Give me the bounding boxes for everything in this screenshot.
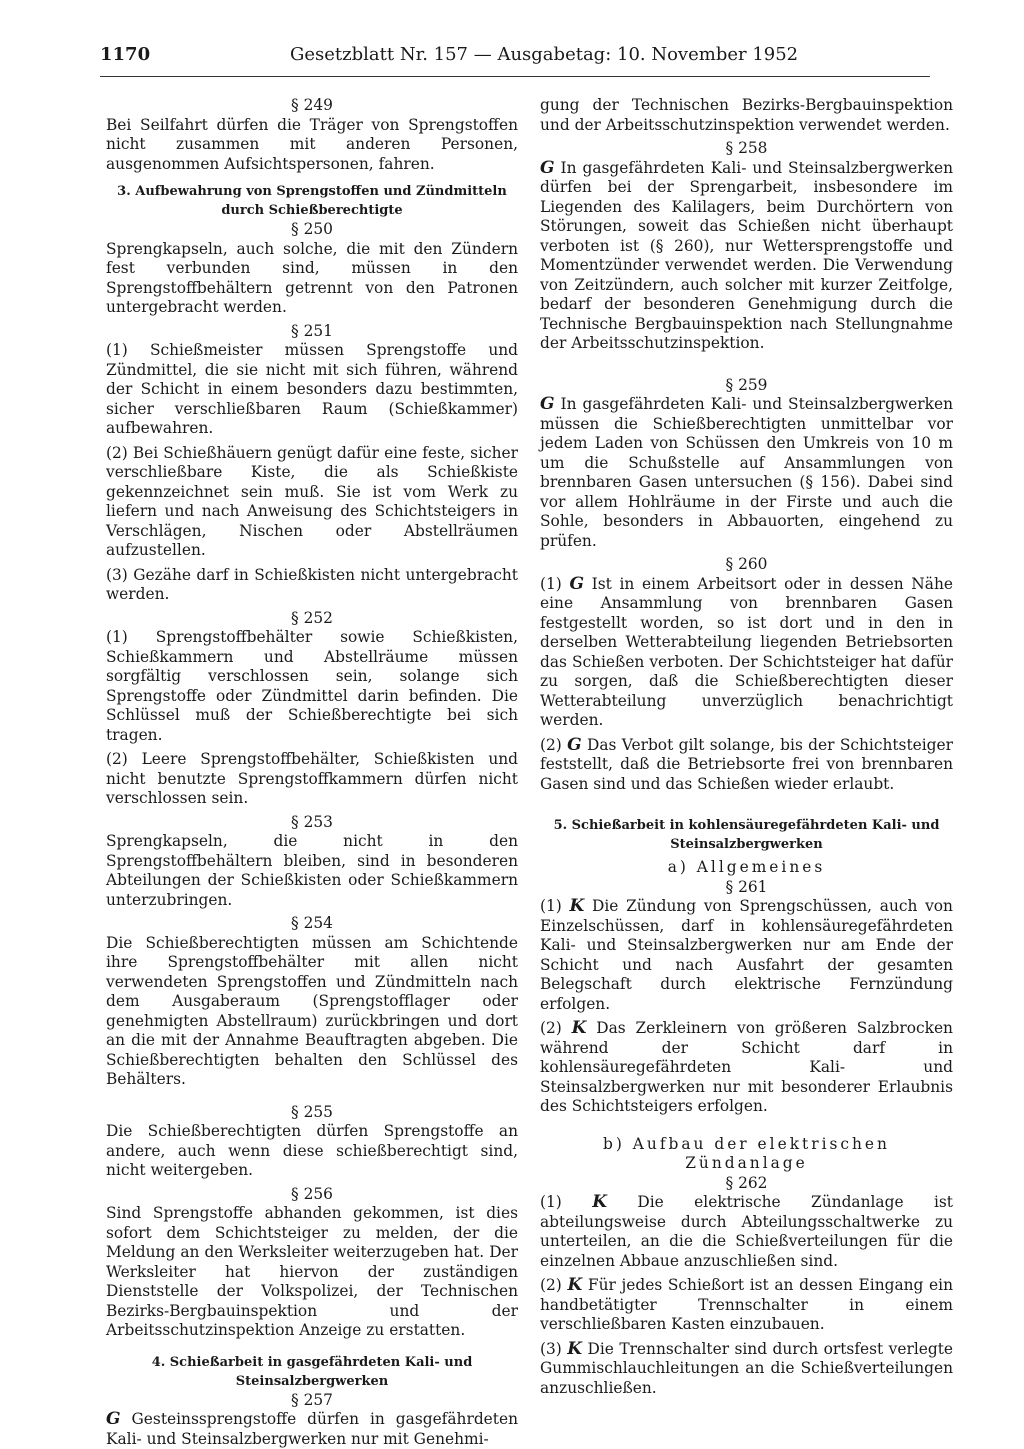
chapter-4-heading: 4. Schießarbeit in gasgefährdeten Kali- und Steinsalzbergwerken bbox=[151, 1354, 473, 1389]
section-249-heading: § 249 bbox=[291, 96, 333, 114]
subsection-b-heading: b) Aufbau der elektrischen Zündanlage bbox=[603, 1134, 890, 1172]
section-252-para-1: (1) Sprengstoffbehälter sowie Schießkisten, Schießkammern und Abstellräume müssen sorgfältig verschlossen sein, solange sich Sprengstoffe oder Zündmittel darin befinden. Die Schlüssel muß der Schießberechtigte bei sich tragen. bbox=[106, 628, 518, 744]
section-257-heading: § 257 bbox=[291, 1390, 333, 1409]
chapter-5-heading: 5. Schießarbeit in kohlensäuregefährdeten Kali- und Steinsalzbergwerken bbox=[553, 818, 940, 852]
section-257-continuation: gung der Technischen Bezirks-Bergbauinspektion und der Arbeitsschutzinspektion verwendet werden. bbox=[540, 96, 953, 134]
section-252-para-2: (2) Leere Sprengstoffbehälter, Schießkisten und nicht benutzte Sprengstoffkammern dürfen nicht verschlossen sein. bbox=[106, 750, 518, 807]
section-259-text: G In gasgefährdeten Kali- und Steinsalzbergwerken müssen die Schießberechtigten unmittelbar vor jedem Laden von Schüssen den Umkreis von 10 m um die Schußstelle auf Ansammlungen von brennbaren Gasen untersuchen (§ 156). Dabei sind vor allem Hohlräume in der Firste und auch die Sohle, besonders in Abbauorten, eingehend zu prüfen. bbox=[540, 394, 953, 550]
section-259-heading: § 259 bbox=[725, 375, 768, 394]
gas-hazard-marker: G bbox=[540, 394, 555, 414]
section-258-heading: § 258 bbox=[725, 139, 768, 157]
gas-hazard-marker: G bbox=[567, 734, 582, 755]
section-255-heading: § 255 bbox=[291, 1102, 333, 1121]
section-256-text: Sind Sprengstoffe abhanden gekommen, ist dies sofort dem Schichtsteiger zu melden, der die Meldung an den Werksleiter weiterzugeben hat. Der Werksleiter hat hiervon der zuständigen Dienststelle der Volkspolizei, der Technischen Bezirks-Bergbauinspektion und der Arbeitsschutzinspektion Anzeige zu erstatten. bbox=[106, 1204, 518, 1339]
gazette-title: Gesetzblatt Nr. 157 — Ausgabetag: 10. November 1952 bbox=[290, 44, 799, 65]
section-251-heading: § 251 bbox=[291, 321, 333, 340]
section-262-para-1: (1) K Die elektrische Zündanlage ist abteilungsweise durch Abteilungsschaltwerke zu unterteilen, an die die Schießverteilungen für die einzelnen Abbaue anzuschließen sind. bbox=[540, 1192, 953, 1270]
section-260-para-2: (2) G Das Verbot gilt solange, bis der Schichtsteiger feststellt, daß die Betriebsorte frei von brennbaren Gasen sind und das Schießen wieder erlaubt. bbox=[540, 734, 953, 793]
section-254-text: Die Schießberechtigten müssen am Schichtende ihre Sprengstoffbehälter mit allen nicht verwendeten Sprengstoffen und Zündmitteln nach dem Ausgaberaum (Sprengstofflager oder genehmigten Abstellraum) zurückbringen und dort an die mit der Annahme Beauftragten abgeben. Die Schießberechtigten behalten den Schlüssel des Behälters. bbox=[106, 933, 518, 1088]
co2-hazard-marker: K bbox=[569, 896, 585, 916]
section-262-heading: § 262 bbox=[725, 1173, 768, 1192]
section-260-heading: § 260 bbox=[725, 555, 768, 573]
co2-hazard-marker: K bbox=[592, 1192, 607, 1212]
section-252-heading: § 252 bbox=[291, 608, 333, 627]
chapter-3-heading: 3. Aufbewahrung von Sprengstoffen und Zündmitteln durch Schießberechtigte bbox=[117, 184, 507, 218]
section-254-heading: § 254 bbox=[291, 914, 333, 932]
right-column bbox=[540, 96, 953, 1398]
section-257-text: G Gesteinssprengstoffe dürfen in gasgefährdeten Kali- und Steinsalzbergwerken nur mit Genehmi- bbox=[106, 1409, 518, 1448]
section-261-heading: § 261 bbox=[725, 877, 768, 896]
section-255-text: Die Schießberechtigten dürfen Sprengstoffe an andere, auch wenn diese schießberechtigt sind, nicht weitergeben. bbox=[106, 1122, 518, 1179]
gas-hazard-marker: G bbox=[540, 157, 555, 178]
page-number: 1170 bbox=[100, 44, 151, 65]
page-header bbox=[100, 44, 930, 70]
section-262-para-2: (2) K Für jedes Schießort ist an dessen Eingang ein handbetätigter Trennschalter in einem verschließbaren Kasten einzubauen. bbox=[540, 1275, 953, 1333]
section-251-para-1: (1) Schießmeister müssen Sprengstoffe und Zündmittel, die sie nicht mit sich führen, während der Schicht in einem besonders dazu bestimmten, sicher verschließbaren Raum (Schießkammer) aufbewahren. bbox=[106, 341, 518, 437]
section-261-para-1: (1) K Die Zündung von Sprengschüssen, auch von Einzelschüssen, darf in kohlensäuregefährdeten Kali- und Steinsalzbergwerken nur am Ende der Schicht und nach Ausfahrt der gesamten Belegschaft durch elektrische Fernzündung erfolgen. bbox=[540, 896, 953, 1013]
section-253-text: Sprengkapseln, die nicht in den Sprengstoffbehältern bleiben, sind in besonderen Abteilungen der Schießkisten oder Schießkammern unterzubringen. bbox=[106, 832, 518, 909]
section-262-para-3: (3) K Die Trennschalter sind durch ortsfest verlegte Gummischlauchleitungen an die Schießverteilungen anzuschließen. bbox=[540, 1338, 953, 1397]
header-divider bbox=[100, 76, 930, 77]
section-251-para-3: (3) Gezähe darf in Schießkisten nicht untergebracht werden. bbox=[106, 565, 518, 603]
section-261-para-2: (2) K Das Zerkleinern von größeren Salzbrocken während der Schicht darf in kohlensäuregefährdeten Kali- und Steinsalzbergwerken nur mit besonderer Erlaubnis des Schichtsteigers erfolgen. bbox=[540, 1018, 953, 1115]
section-250-text: Sprengkapseln, auch solche, die mit den Zündern fest verbunden sind, müssen in den Sprengstoffbehältern getrennt von den Patronen untergebracht werden. bbox=[106, 239, 518, 316]
gas-hazard-marker: G bbox=[569, 573, 584, 594]
section-253-heading: § 253 bbox=[291, 812, 333, 831]
co2-hazard-marker: K bbox=[567, 1275, 583, 1295]
section-258-text: G In gasgefährdeten Kali- und Steinsalzbergwerken dürfen bei der Sprengarbeit, insbesondere im Liegenden des Kalilagers, beim Durchörtern von Störungen, soweit das Schießen nicht überhaupt verboten ist (§ 260), nur Wettersprengstoffe und Momentzünder verwendet werden. Die Verwendung von Zeitzündern, auch solcher mit kurzer Zeitfolge, bedarf der besonderen Genehmigung durch die Technische Bergbauinspektion nach Stellungnahme der Arbeitsschutzinspektion. bbox=[540, 157, 953, 352]
left-column bbox=[106, 96, 518, 1449]
section-250-heading: § 250 bbox=[291, 220, 333, 238]
gas-hazard-marker: G bbox=[106, 1409, 121, 1429]
section-251-para-2: (2) Bei Schießhäuern genügt dafür eine feste, sicher verschließbare Kiste, die als Schießkiste gekennzeichnet sein muß. Sie ist vom Werk zu liefern und nach Anweisung des Schichtsteigers in Verschlägen, Nischen oder Abstellräumen aufzustellen. bbox=[106, 443, 518, 559]
section-249-text: Bei Seilfahrt dürfen die Träger von Sprengstoffen nicht zusammen mit anderen Personen, ausgenommen Aufsichtspersonen, fahren. bbox=[106, 115, 518, 173]
co2-hazard-marker: K bbox=[567, 1338, 583, 1359]
subsection-a-heading: a) Allgemeines bbox=[667, 858, 826, 876]
co2-hazard-marker: K bbox=[571, 1018, 587, 1038]
section-260-para-1: (1) G Ist in einem Arbeitsort oder in dessen Nähe eine Ansammlung von brennbaren Gasen festgestellt worden, so ist dort und in den in derselben Wetterabteilung liegenden Betriebsorten das Schießen verboten. Der Schichtsteiger hat dafür zu sorgen, daß die Schießberechtigten dieser Wetterabteilung unverzüglich benachrichtigt werden. bbox=[540, 573, 953, 729]
section-256-heading: § 256 bbox=[291, 1184, 333, 1203]
